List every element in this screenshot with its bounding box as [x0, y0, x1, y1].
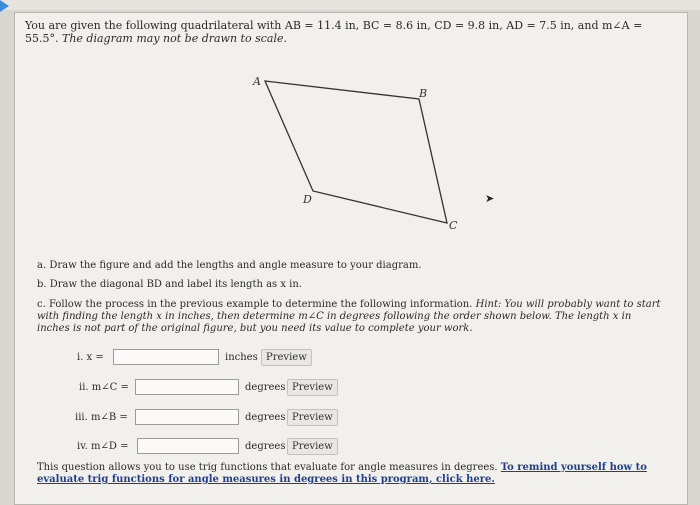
- answer-row-angle-b: [15, 409, 675, 427]
- quadrilateral-svg: [251, 73, 487, 231]
- question-panel: [14, 12, 688, 505]
- angle-b-input[interactable]: [135, 409, 239, 425]
- unit-degrees-b: degrees: [245, 412, 286, 423]
- part-a: a. Draw the figure and add the lengths and angle measure to your diagram.: [37, 260, 422, 271]
- vertex-c-label: C: [449, 219, 458, 231]
- preview-button-x[interactable]: Preview: [261, 349, 312, 366]
- preview-button-angle-d[interactable]: Preview: [287, 438, 338, 455]
- scale-note: The diagram may not be drawn to scale.: [62, 32, 287, 45]
- part-c-hint: Hint: You will probably want to start with finding the length x in inches, then determine m∠C in degrees following the order shown below. The length x in inches is not part of the original figure, but you need its value to complete your work.: [37, 299, 661, 334]
- answer-label-angle-b: iii. m∠B =: [75, 412, 128, 423]
- unit-degrees-d: degrees: [245, 441, 286, 452]
- trig-help-link[interactable]: To remind yourself how to evaluate trig functions for angle measures in degrees in this program, click here.: [37, 462, 647, 485]
- angle-d-input[interactable]: [137, 438, 239, 454]
- part-b: b. Draw the diagonal BD and label its length as x in.: [37, 279, 302, 290]
- answer-label-x: i. x =: [77, 352, 104, 363]
- trig-note: [37, 462, 677, 486]
- problem-text: You are given the following quadrilateral with AB = 11.4 in, BC = 8.6 in, CD = 9.8 in, AD = 7.5 in, and m∠A = 55.5°.: [25, 19, 643, 45]
- preview-button-angle-b[interactable]: Preview: [287, 409, 338, 426]
- collapse-arrow-icon[interactable]: [0, 0, 9, 12]
- trig-note-text: This question allows you to use trig functions that evaluate for angle measures in degrees.: [37, 462, 498, 473]
- part-c-lead: c. Follow the process in the previous example to determine the following information.: [37, 299, 473, 310]
- vertex-d-label: D: [303, 193, 312, 206]
- x-input[interactable]: [113, 349, 219, 365]
- problem-statement: [25, 19, 675, 45]
- answer-row-angle-d: [15, 438, 675, 456]
- quadrilateral-shape: [265, 81, 447, 223]
- angle-c-input[interactable]: [135, 379, 239, 395]
- answer-row-angle-c: [15, 379, 675, 397]
- top-bar: [0, 0, 700, 10]
- vertex-a-label: A: [253, 75, 261, 88]
- mouse-cursor-icon: ➤: [485, 192, 495, 205]
- vertex-b-label: B: [419, 87, 428, 100]
- unit-inches: inches: [225, 352, 258, 363]
- quadrilateral-figure: [251, 73, 487, 231]
- answer-label-angle-c: ii. m∠C =: [79, 382, 129, 393]
- unit-degrees-c: degrees: [245, 382, 286, 393]
- part-c: [37, 299, 667, 335]
- preview-button-angle-c[interactable]: Preview: [287, 379, 338, 396]
- answer-row-x: [15, 349, 675, 367]
- answer-label-angle-d: iv. m∠D =: [77, 441, 129, 452]
